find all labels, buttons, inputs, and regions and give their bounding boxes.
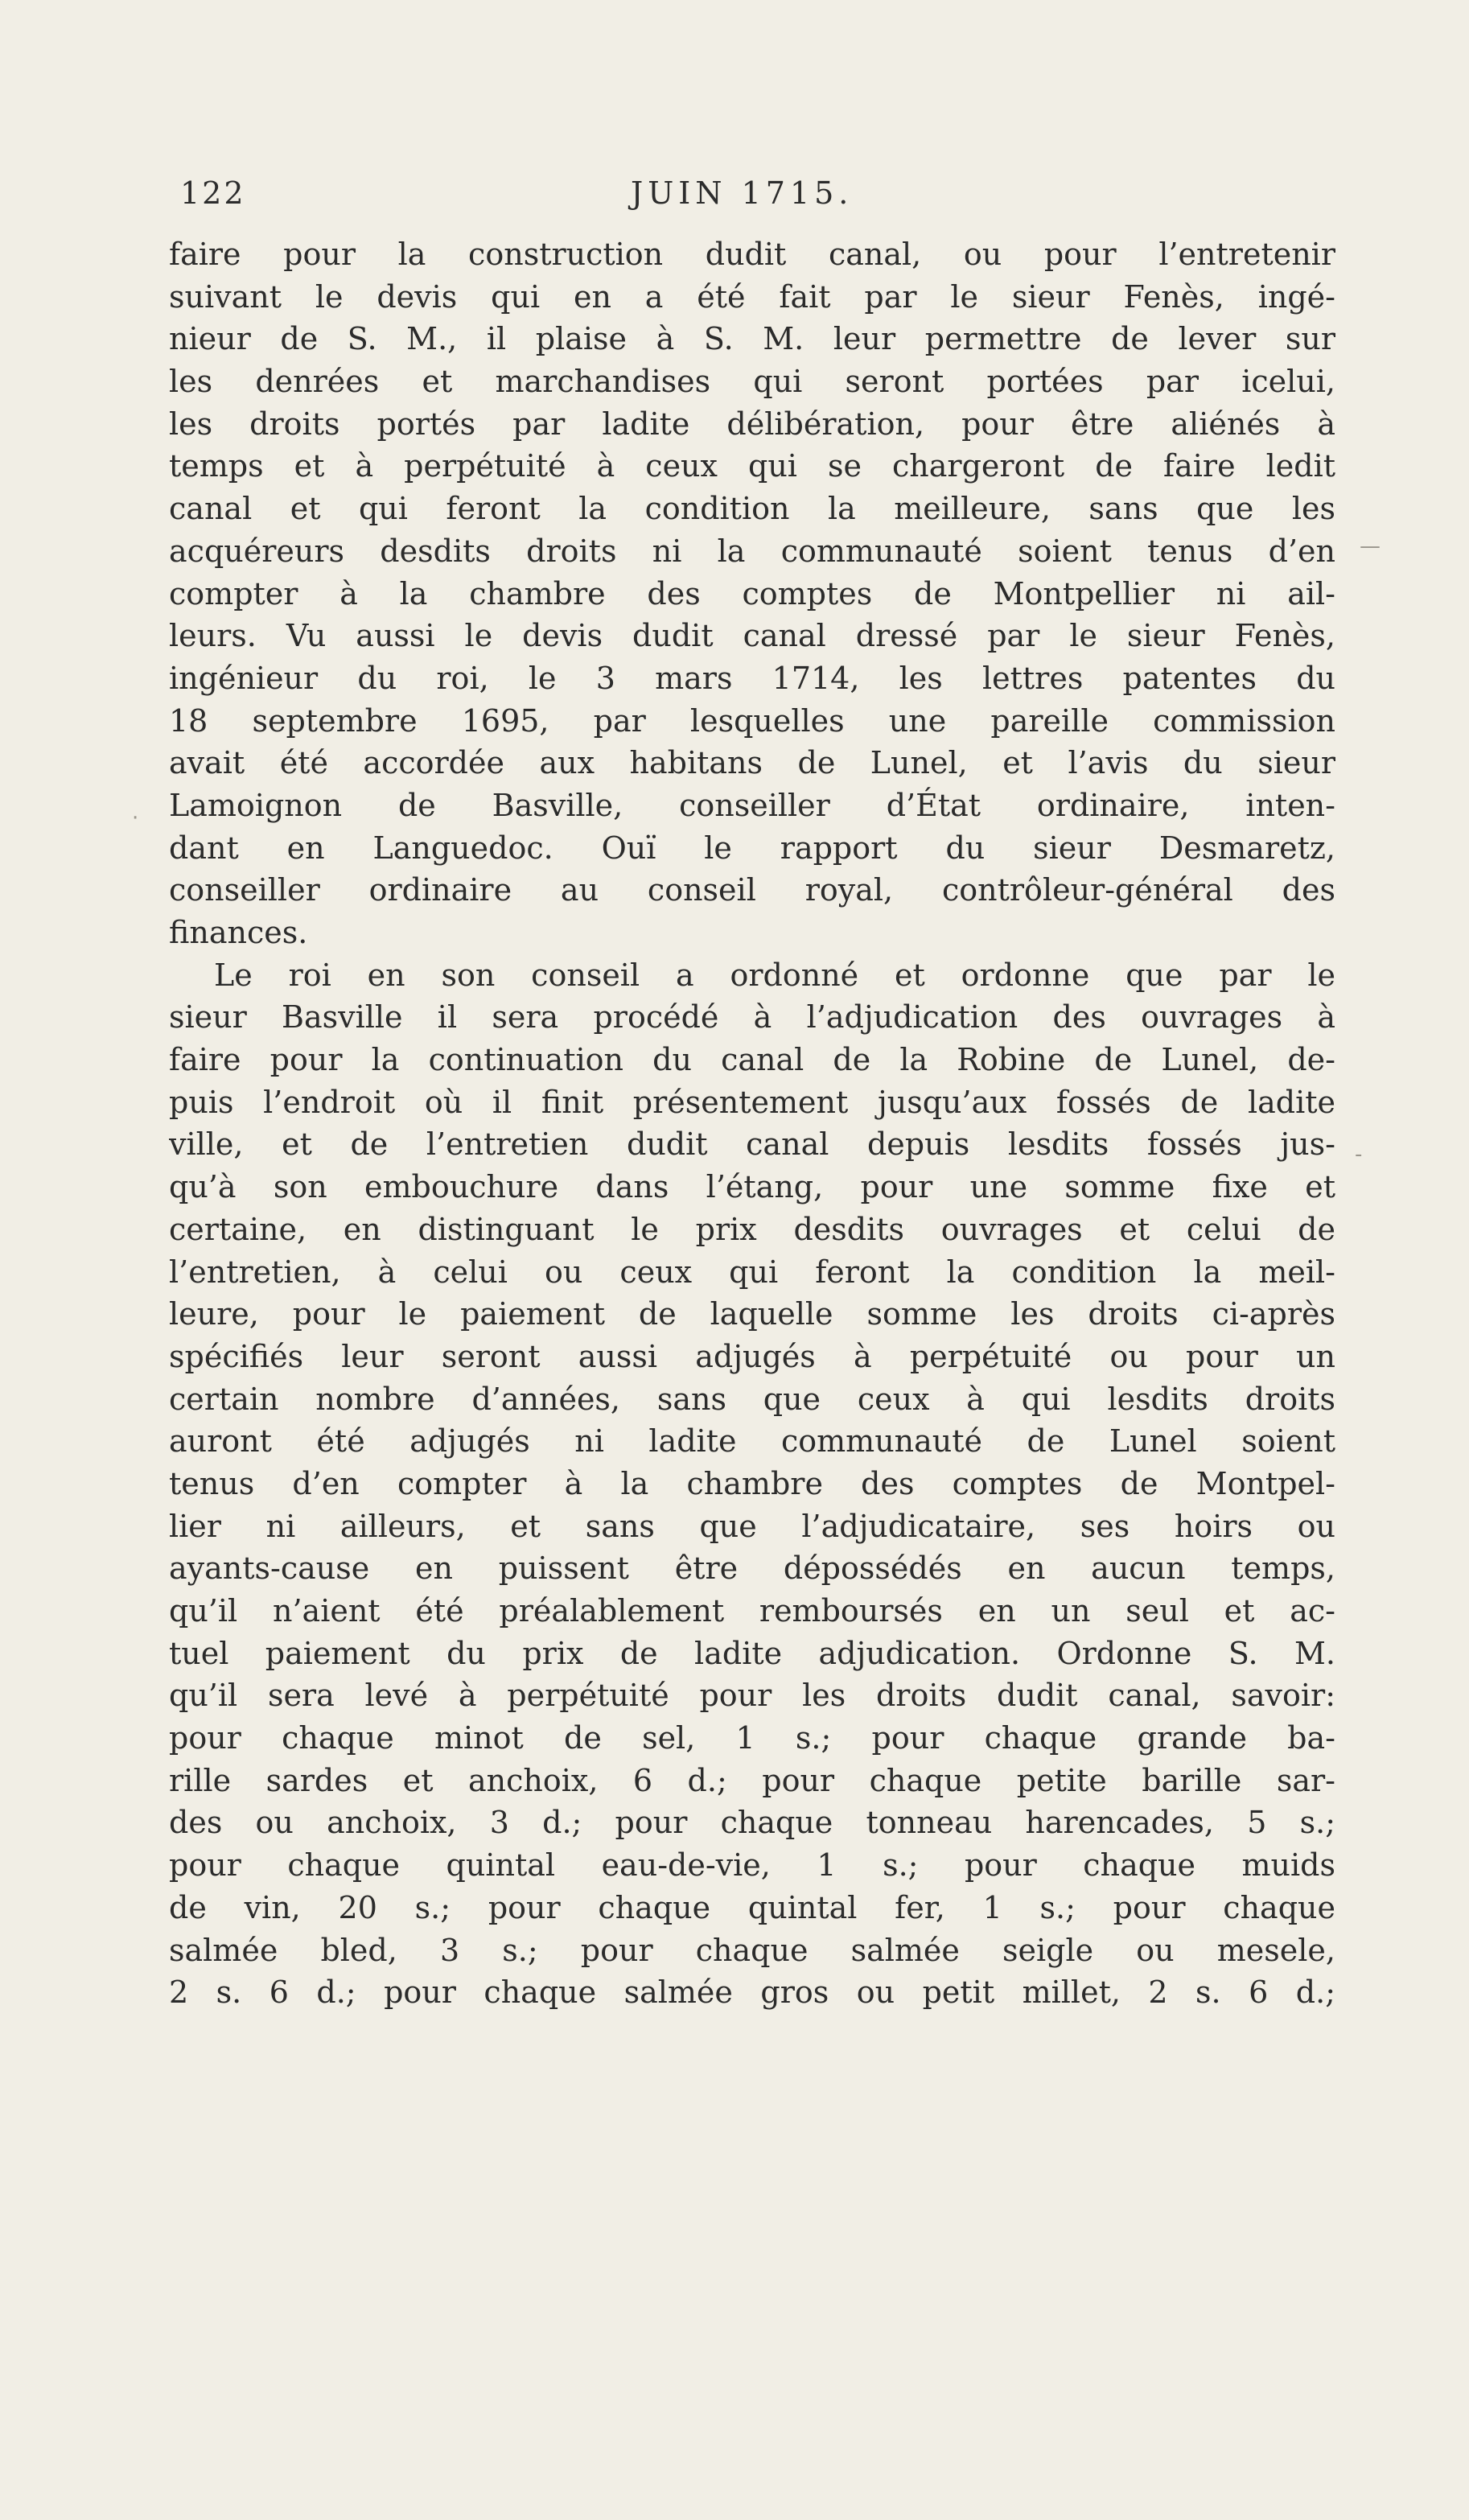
text-line: 18 septembre 1695, par lesquelles une pareille commission xyxy=(169,702,1335,739)
text-line: dant en Languedoc. Ouï le rapport du sieur Desmaretz, xyxy=(169,830,1335,866)
text-line: 2 s. 6 d.; pour chaque salmée gros ou petit millet, 2 s. 6 d.; xyxy=(169,1974,1335,2011)
text-line: ingénieur du roi, le 3 mars 1714, les lettres patentes du xyxy=(169,660,1335,696)
text-line: nieur de S. M., il plaise à S. M. leur permettre de lever sur xyxy=(169,321,1335,357)
text-line: pour chaque minot de sel, 1 s.; pour chaque grande ba- xyxy=(169,1720,1335,1756)
text-line: de vin, 20 s.; pour chaque quintal fer, 1 s.; pour chaque xyxy=(169,1889,1335,1925)
text-line: qu’il sera levé à perpétuité pour les droits dudit canal, savoir: xyxy=(169,1678,1335,1714)
text-line: pour chaque quintal eau-de-vie, 1 s.; pour chaque muids xyxy=(169,1847,1335,1884)
paragraph-1 xyxy=(169,233,1335,954)
text-line: compter à la chambre des comptes de Montpellier ni ail- xyxy=(169,575,1335,611)
text-line: l’entretien, à celui ou ceux qui feront la condition la meil- xyxy=(169,1254,1335,1290)
text-line: salmée bled, 3 s.; pour chaque salmée seigle ou mesele, xyxy=(169,1932,1335,1968)
text-line: rille sardes et anchoix, 6 d.; pour chaque petite barille sar- xyxy=(169,1762,1335,1798)
text-line: Le roi en son conseil a ordonné et ordonne que par le xyxy=(214,957,1335,993)
running-title: JUIN 1715. xyxy=(631,175,854,211)
margin-speck: · xyxy=(132,806,139,830)
text-line: ayants-cause en puissent être dépossédés en aucun temps, xyxy=(169,1550,1335,1587)
text-line: leure, pour le paiement de laquelle somme les droits ci-après xyxy=(169,1296,1335,1332)
margin-speck: - xyxy=(1355,1143,1363,1167)
body-text xyxy=(169,233,1335,2014)
margin-speck: — xyxy=(1360,534,1381,558)
text-line: spécifiés leur seront aussi adjugés à perpétuité ou pour un xyxy=(169,1338,1335,1374)
text-line: qu’il n’aient été préalablement remboursés en un seul et ac- xyxy=(169,1593,1335,1629)
text-line: les droits portés par ladite délibération, pour être aliénés à xyxy=(169,406,1335,442)
text-line: ville, et de l’entretien dudit canal depuis lesdits fossés jus- xyxy=(169,1126,1335,1163)
text-line: qu’à son embouchure dans l’étang, pour une somme fixe et xyxy=(169,1169,1335,1205)
page-number: 122 xyxy=(180,175,246,211)
text-line: sieur Basville il sera procédé à l’adjudication des ouvrages à xyxy=(169,999,1335,1036)
text-line: auront été adjugés ni ladite communauté de Lunel soient xyxy=(169,1423,1335,1460)
text-line: faire pour la continuation du canal de la Robine de Lunel, de- xyxy=(169,1042,1335,1078)
text-line: certain nombre d’années, sans que ceux à qui lesdits droits xyxy=(169,1381,1335,1417)
text-line: avait été accordée aux habitans de Lunel, et l’avis du sieur xyxy=(169,745,1335,781)
text-line: suivant le devis qui en a été fait par le sieur Fenès, ingé- xyxy=(169,278,1335,315)
text-line: des ou anchoix, 3 d.; pour chaque tonneau harencades, 5 s.; xyxy=(169,1805,1335,1841)
text-line: faire pour la construction dudit canal, ou pour l’entretenir xyxy=(169,237,1335,272)
text-line: finances. xyxy=(169,915,308,950)
text-line: certaine, en distinguant le prix desdits ouvrages et celui de xyxy=(169,1211,1335,1247)
text-line: Lamoignon de Basville, conseiller d’État ordinaire, inten- xyxy=(169,787,1335,823)
running-head xyxy=(180,175,1323,224)
text-line: temps et à perpétuité à ceux qui se chargeront de faire ledit xyxy=(169,448,1335,484)
text-line: tuel paiement du prix de ladite adjudication. Ordonne S. M. xyxy=(169,1635,1335,1671)
text-line: les denrées et marchandises qui seront portées par icelui, xyxy=(169,364,1335,400)
text-line: leurs. Vu aussi le devis dudit canal dressé par le sieur Fenès, xyxy=(169,618,1335,654)
text-line: canal et qui feront la condition la meilleure, sans que les xyxy=(169,491,1335,527)
text-line: lier ni ailleurs, et sans que l’adjudicataire, ses hoirs ou xyxy=(169,1508,1335,1544)
paragraph-2 xyxy=(169,954,1335,2014)
text-line: tenus d’en compter à la chambre des comptes de Montpel- xyxy=(169,1465,1335,1501)
text-line: puis l’endroit où il finit présentement jusqu’aux fossés de ladite xyxy=(169,1084,1335,1120)
text-line: acquéreurs desdits droits ni la communauté soient tenus d’en xyxy=(169,533,1335,569)
text-line: conseiller ordinaire au conseil royal, contrôleur-général des xyxy=(169,872,1335,908)
